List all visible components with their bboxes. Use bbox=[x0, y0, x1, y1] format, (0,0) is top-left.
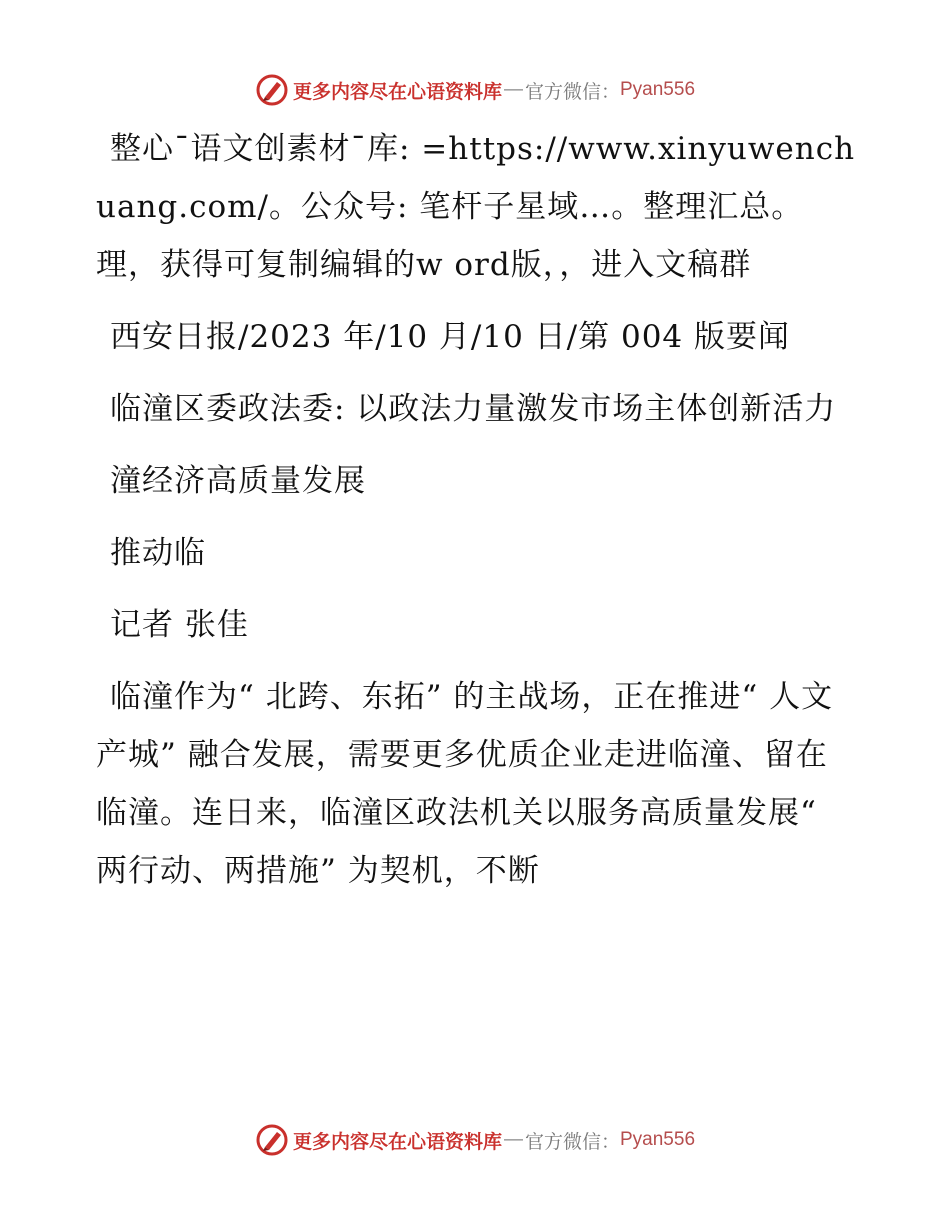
watermark-separator: — bbox=[503, 1129, 523, 1150]
watermark-brand: 更多内容尽在心语资料库 bbox=[292, 81, 502, 103]
source-line: 西安日报/2023 年/10 月/10 日/第 004 版要闻 bbox=[110, 319, 791, 355]
intro-paragraph: 整心¯语文创素材¯库: =https://www.xinyuwenchuang.com/。公众号: 笔杆子星域…。整理汇总。理，获得可复制编辑的w ord版，，进入文稿群 bbox=[96, 131, 856, 283]
header-watermark bbox=[0, 70, 950, 110]
byline: 记者 张佳 bbox=[110, 607, 249, 643]
watermark-label: 官方微信： bbox=[524, 1131, 620, 1153]
pen-logo-icon bbox=[255, 1123, 289, 1157]
subheadline-1: 潼经济高质量发展 bbox=[110, 463, 366, 499]
subheadline-2: 推动临 bbox=[110, 535, 206, 571]
watermark-brand: 更多内容尽在心语资料库 bbox=[292, 1131, 502, 1153]
pen-logo-icon bbox=[255, 73, 289, 107]
document-body bbox=[96, 120, 856, 900]
headline: 临潼区委政法委: 以政法力量激发市场主体创新活力 bbox=[110, 391, 837, 427]
footer-watermark bbox=[0, 1120, 950, 1160]
watermark-separator: — bbox=[503, 79, 523, 100]
watermark-account: Pyan556 bbox=[620, 79, 696, 100]
watermark-account: Pyan556 bbox=[620, 1129, 696, 1150]
body-paragraph: 临潼作为“ 北跨、东拓” 的主战场，正在推进“ 人文产城” 融合发展，需要更多优质企业走进临潼、留在临潼。连日来，临潼区政法机关以服务高质量发展“ 两行动、两措施” 为契机，不断 bbox=[96, 679, 834, 889]
watermark-label: 官方微信： bbox=[524, 81, 620, 103]
